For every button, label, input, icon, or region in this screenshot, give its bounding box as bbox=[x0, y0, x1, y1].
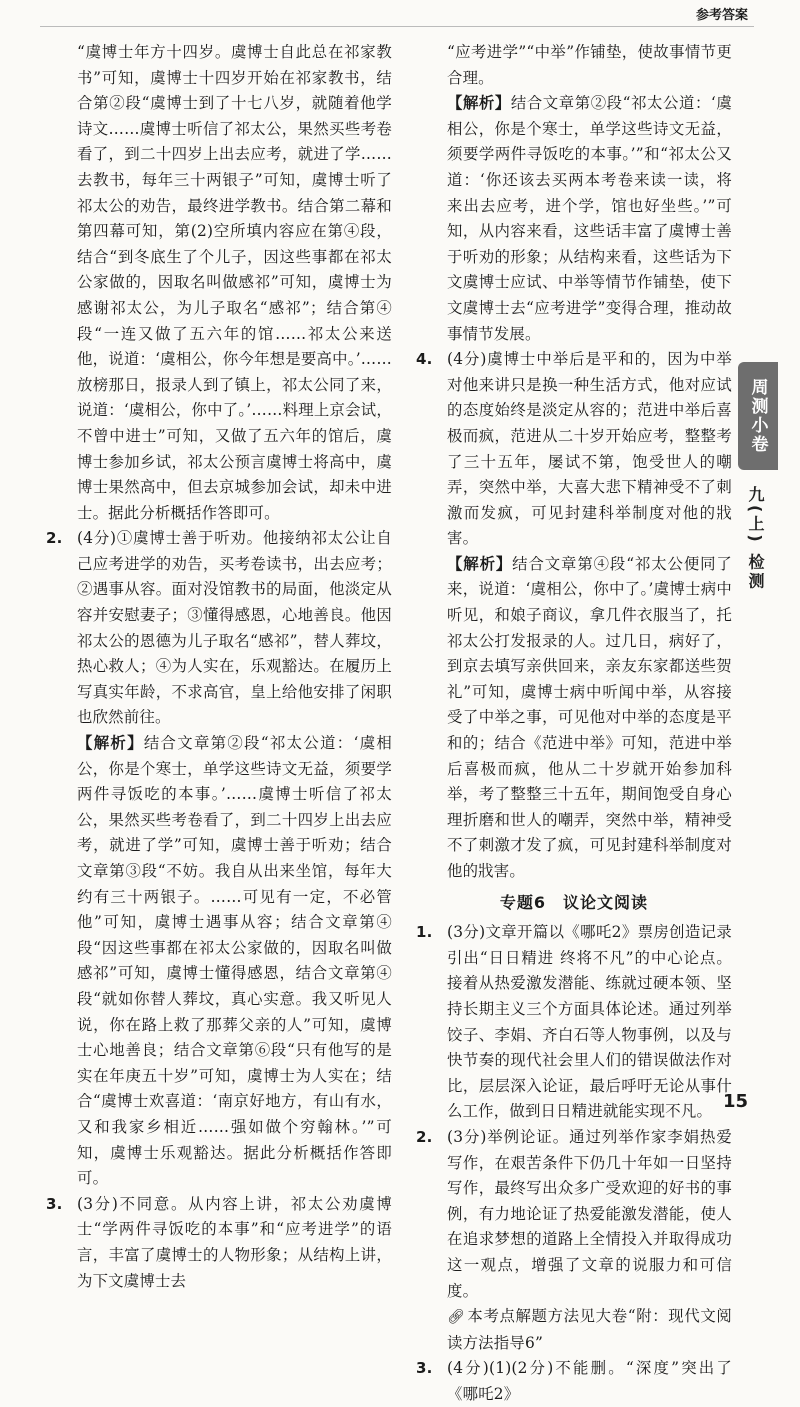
question-answer: (3分)文章开篇以《哪吒2》票房创造记录引出“日日精进 终将不凡”的中心论点。接着从热爱激发潜能、练就过硬本领、坚持长期主义三个方面具体论述。通过列举饺子、李娟、齐白石等人物事例，以及与快节奏的现代社会里人们的错误做法作对比，层层深入论证，最后呼吁无论从事什么工作，做到日日精进就能实现不凡。 bbox=[447, 923, 732, 1121]
question-number: 3. bbox=[46, 1194, 63, 1213]
method-note bbox=[416, 1304, 732, 1356]
section-title: 专题6 议论文阅读 bbox=[499, 892, 649, 912]
q3-continuation: “应考进学”“中举”作铺垫，使故事情节更合理。 bbox=[447, 43, 732, 87]
question-number: 2. bbox=[46, 529, 63, 548]
header-label: 参考答案 bbox=[695, 8, 748, 23]
question-answer: (3分)不同意。从内容上讲，祁太公劝虞博士“学两件寻饭吃的本事”和“应考进学”的语言，丰富了虞博士的人物形象；从结构上讲，为下文虞博士去 bbox=[77, 1194, 392, 1290]
analysis-tag: 【解析】 bbox=[447, 554, 513, 573]
question-answer: (3分)举例论证。通过列举作家李娟热爱写作，在艰苦条件下仍几十年如一日坚持写作，最终写出众多广受欢迎的好书的事例，有力地论证了热爱能激发潜能，使人在追求梦想的道路上全情投入并取得成功这一观点，增强了文章的说服力和可信度。 bbox=[447, 1127, 732, 1300]
q3-analysis bbox=[416, 91, 732, 347]
question-4 bbox=[416, 347, 732, 552]
question-number: 3. bbox=[416, 1359, 433, 1378]
s6-question-2 bbox=[416, 1125, 732, 1304]
question-number: 2. bbox=[416, 1127, 433, 1146]
q2-analysis bbox=[46, 731, 392, 1192]
question-answer: (4分)(1)(2分)不能删。“深度”突出了《哪吒2》 bbox=[447, 1359, 732, 1403]
side-tab: 周测小卷 bbox=[738, 362, 778, 470]
analysis-text: 结合文章第④段“祁太公便同了来，说道：‘虞相公，你中了。’虞博士病中听见，和娘子商议，拿几件衣服当了，托祁太公打发报录的人。过几日，病好了，到京去填写亲供回来，亲友东家都送些贺礼”可知，虞博士病中听闻中举，从容接受了中举之事，可见他对中举的态度是平和的；结合《范进中举》可知，范进中举后喜极而疯，他从二十岁就开始参加科举，考了整整三十五年，期间饱受自身心理折磨和世人的嘲弄，突然中举，精神受不了刺激才发了疯，可见封建科举制度对他的戕害。 bbox=[447, 554, 732, 880]
question-answer: (4分)①虞博士善于听劝。他接纳祁太公让自己应考进学的劝告，买考卷读书，出去应考；②遇事从容。面对没馆教书的局面，他淡定从容并安慰妻子；③懂得感恩，心地善良。他因祁太公的恩德为儿子取名“感祁”，替人葬坟，热心救人；④为人实在，乐观豁达。在履历上写真实年龄，不求高官，皇上给他安排了闲职也欣然前往。 bbox=[77, 529, 392, 727]
question-number: 4. bbox=[416, 350, 433, 369]
q4-analysis bbox=[416, 552, 732, 885]
question-answer: (4分)虞博士中举后是平和的，因为中举对他来讲只是换一种生活方式，他对应试的态度始终是淡定从容的；范进中举后喜极而疯，范进从二十岁开始应考，整整考了三十五年，屡试不第，饱受世人的嘲弄，突然中举，大喜大悲下精神受不了刺激而发疯，可见封建科举制度对他的戕害。 bbox=[447, 350, 732, 548]
question-number: 1. bbox=[416, 923, 433, 942]
analysis-tag: 【解析】 bbox=[77, 734, 144, 753]
analysis-text: 结合文章第②段“祁太公道：‘虞相公，你是个寒士，单学这些诗文无益，须要学两件寻饭吃的本事。’”和“祁太公又道：‘你还该去买两本考卷来读一读，将来出去应考，进个学，馆也好坐些。’”可知，从内容来看，这些话丰富了虞博士善于听劝的形象；从结构来看，这些话为下文虞博士应试、中举等情节作铺垫，使下文虞博士去“应考进学”变得合理，推动故事情节发展。 bbox=[447, 94, 732, 343]
q1-continuation: “虞博士年方十四岁。虞博士自此总在祁家教书”可知，虞博士十四岁开始在祁家教书，结合第②段“虞博士到了十七八岁，就随着他学诗文……虞博士听信了祁太公，果然买些考卷看了，到二十四岁上出去应考，就进了学……去教书，每年三十两银子”可知，虞博士听了祁太公的劝告，最终进学教书。结合第二幕和第四幕可知，第(2)空所填内容应在第④段，结合“到冬底生了个儿子，因这些事都在祁太公家做的，因取名叫做感祁”可知，虞博士为感谢祁太公，为儿子取名“感祁”；结合第④段“一连又做了五六年的馆……祁太公来送他，说道：‘虞相公，你今年想是要高中。’……放榜那日，报录人到了镇上，祁太公同了来，说道：‘虞相公，你中了。’……料理上京会试，不曾中进士”可知，又做了五六年的馆后，虞博士参加乡试，祁太公预言虞博士将高中，虞博士果然高中，但去京城参加会试，却未中进士。据此分析概括作答即可。 bbox=[77, 43, 392, 522]
method-note-text: 本考点解题方法见大卷“附：现代文阅读方法指导6” bbox=[447, 1307, 732, 1352]
page-number: 15 bbox=[722, 1091, 748, 1112]
analysis-tag: 【解析】 bbox=[447, 94, 511, 113]
right-column bbox=[416, 40, 732, 1407]
left-column bbox=[46, 40, 392, 1294]
side-tab-sub: 九(上) 检测 bbox=[746, 486, 765, 592]
question-3 bbox=[46, 1192, 392, 1294]
analysis-text: 结合文章第②段“祁太公道：‘虞相公，你是个寒士，单学这些诗文无益，须要学两件寻饭吃的本事。’……虞博士听信了祁太公，果然买些考卷看了，到二十四岁上出去应考，就进了学”可知，虞博士善于听劝；结合文章第③段“不妨。我自从出来坐馆，每年大约有三十两银子。……可见有一定，不必管他”可知，虞博士遇事从容；结合文章第④段“因这些事都在祁太公家做的，因取名叫做感祁”可知，虞博士懂得感恩，结合文章第④段“就如你替人葬坟，真心实意。我又听见人说，你在路上救了那葬父亲的人”可知，虞博士心地善良；结合文章第⑥段“只有他写的是实在年庚五十岁”可知，虞博士为人实在；结合“虞博士欢喜道：‘南京好地方，有山有水，又和我家乡相近……强如做个穷翰林。’”可知，虞博士乐观豁达。据此分析概括作答即可。 bbox=[77, 734, 392, 1188]
s6-question-1 bbox=[416, 920, 732, 1125]
link-icon: 🔗︎ bbox=[447, 1309, 466, 1326]
question-2 bbox=[46, 526, 392, 731]
s6-question-3 bbox=[416, 1356, 732, 1407]
header-rule bbox=[40, 26, 754, 27]
